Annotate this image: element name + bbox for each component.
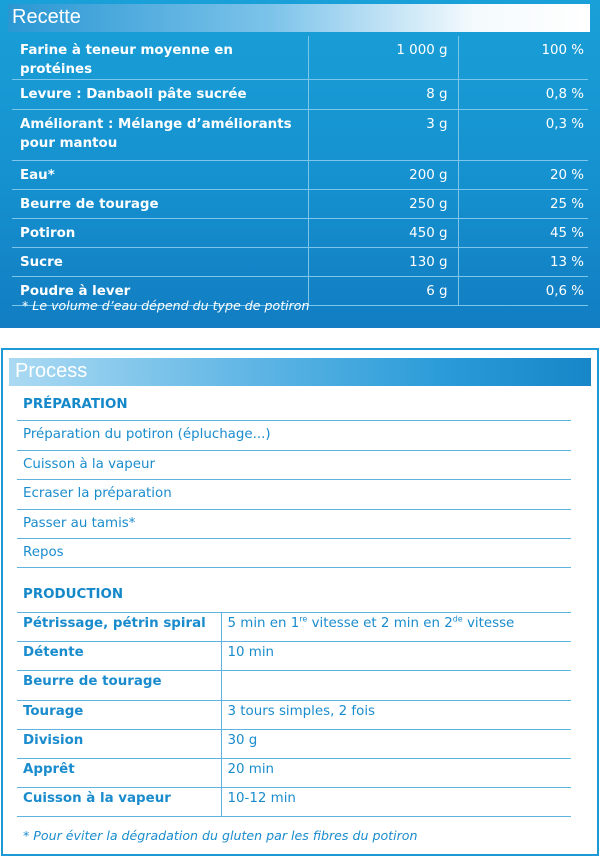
recette-footnote: * Le volume d’eau dépend du type de potiron (22, 298, 310, 313)
production-step-label: Cuisson à la vapeur (17, 788, 221, 817)
recette-title: Recette (12, 6, 81, 28)
production-step-label: Division (17, 729, 221, 758)
production-step-label: Apprêt (17, 758, 221, 787)
ingredient-name: Poudre à lever (12, 277, 308, 306)
table-row (17, 671, 571, 700)
ingredient-name: Améliorant : Mélange d’améliorants pour mantou (12, 110, 308, 161)
table-row (17, 729, 571, 758)
ingredient-name: Beurre de tourage (12, 190, 308, 219)
list-item: Passer au tamis* (17, 509, 571, 539)
ingredient-qty: 3 g (308, 110, 458, 161)
production-heading: PRODUCTION (23, 587, 124, 602)
ingredient-pct: 20 % (458, 161, 588, 190)
table-row (12, 80, 588, 110)
process-title: Process (15, 360, 88, 382)
recette-table (12, 36, 588, 306)
table-row (17, 700, 571, 729)
table-row (12, 248, 588, 277)
ingredient-pct: 45 % (458, 219, 588, 248)
list-item: Préparation du potiron (épluchage...) (17, 420, 571, 450)
process-panel (1, 348, 599, 856)
production-step-value: 3 tours simples, 2 fois (221, 700, 571, 729)
list-item: Repos (17, 538, 571, 568)
list-item: Ecraser la préparation (17, 479, 571, 509)
production-step-value: 30 g (221, 729, 571, 758)
ingredient-pct: 100 % (458, 36, 588, 80)
ingredient-qty: 200 g (308, 161, 458, 190)
ingredient-name: Eau* (12, 161, 308, 190)
ingredient-qty: 450 g (308, 219, 458, 248)
table-row (12, 110, 588, 161)
ingredient-qty: 130 g (308, 248, 458, 277)
table-row (17, 642, 571, 671)
preparation-heading: PRÉPARATION (23, 397, 128, 412)
table-row (17, 788, 571, 817)
preparation-list (17, 420, 571, 568)
production-step-value: 10 min (221, 642, 571, 671)
recette-title-bar (8, 4, 590, 32)
production-step-label: Tourage (17, 700, 221, 729)
production-step-value: 10-12 min (221, 788, 571, 817)
table-row (12, 219, 588, 248)
ingredient-pct: 0,3 % (458, 110, 588, 161)
production-step-label: Détente (17, 642, 221, 671)
table-row (12, 190, 588, 219)
ingredient-qty: 8 g (308, 80, 458, 110)
table-row (17, 758, 571, 787)
list-item: Cuisson à la vapeur (17, 450, 571, 480)
ingredient-name: Sucre (12, 248, 308, 277)
production-step-label: Pétrissage, pétrin spiral (17, 613, 221, 642)
ingredient-pct: 13 % (458, 248, 588, 277)
ingredient-pct: 0,8 % (458, 80, 588, 110)
production-step-value: 5 min en 1re vitesse et 2 min en 2de vitesse (221, 613, 571, 642)
ingredient-name: Potiron (12, 219, 308, 248)
process-footnote: * Pour éviter la dégradation du gluten par les fibres du potiron (23, 828, 418, 843)
ingredient-name: Farine à teneur moyenne en protéines (12, 36, 308, 80)
production-step-value: 20 min (221, 758, 571, 787)
table-row (12, 36, 588, 80)
production-step-label: Beurre de tourage (17, 671, 221, 700)
ingredient-qty: 1 000 g (308, 36, 458, 80)
production-step-value (221, 671, 571, 700)
ingredient-qty: 250 g (308, 190, 458, 219)
table-row (12, 161, 588, 190)
ingredient-pct: 25 % (458, 190, 588, 219)
process-title-bar (9, 358, 591, 386)
ingredient-pct: 0,6 % (458, 277, 588, 306)
recette-panel (0, 0, 600, 328)
production-table (17, 612, 571, 817)
ingredient-qty: 6 g (308, 277, 458, 306)
table-row (17, 613, 571, 642)
ingredient-name: Levure : Danbaoli pâte sucrée (12, 80, 308, 110)
